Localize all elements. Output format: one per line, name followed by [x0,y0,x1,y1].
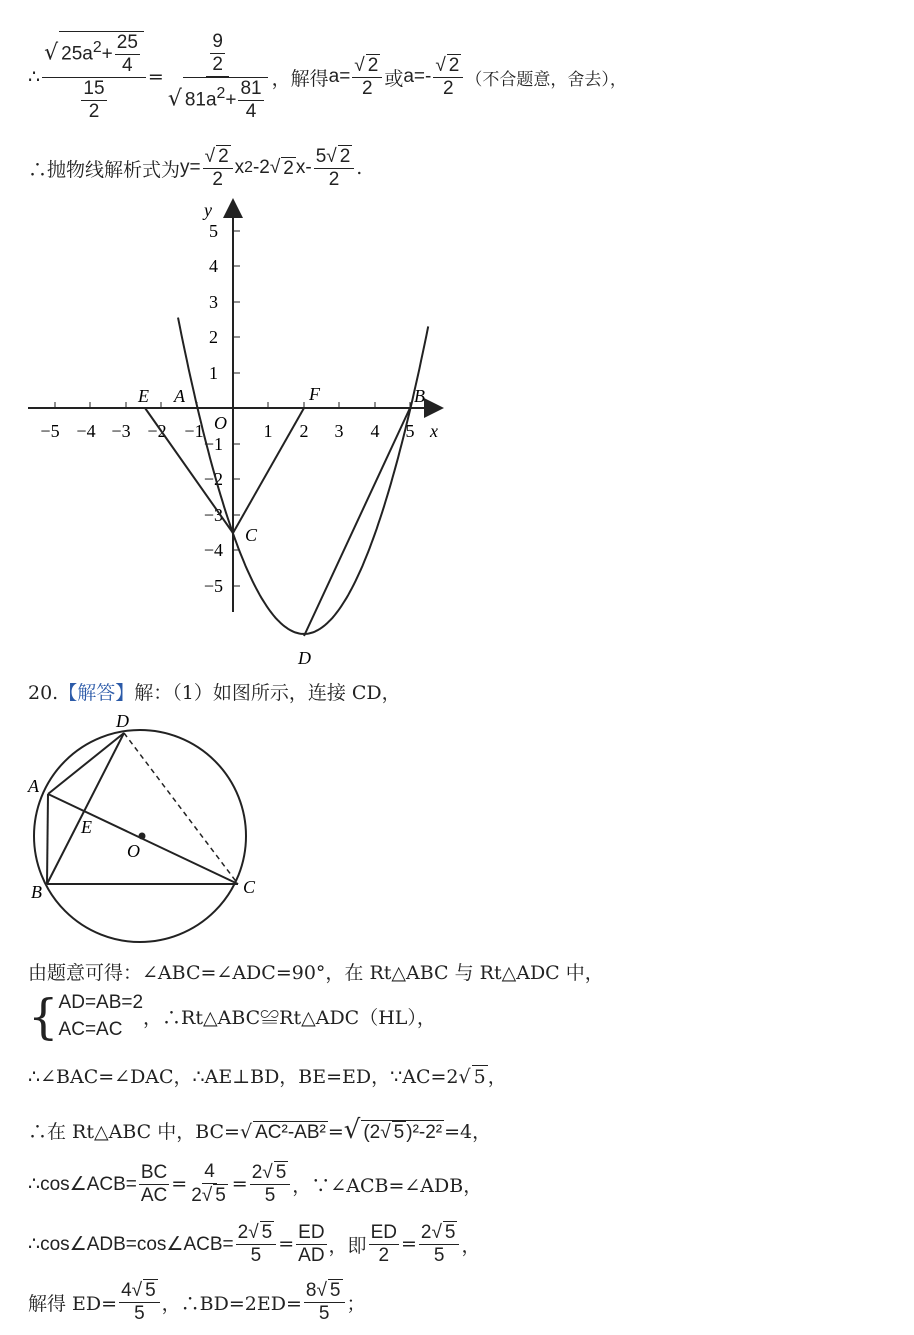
y-tick-label: −3 [203,505,223,525]
parabola-graph [0,195,914,675]
rhs-fraction: $\frac{9}{2}$ √ $81a^2+$ $\frac{81}{4}$ [166,31,270,122]
point-E-label: E [138,386,149,406]
proof-line-3: ∴∠BAC=∠DAC，∴AE⊥BD，BE=ED，∵AC=2√ 5 ， [28,1066,507,1088]
x-tick-label: −1 [184,421,204,441]
y-tick-label: −5 [203,576,223,596]
x-tick-label: −5 [40,421,60,441]
point-C-label: C [245,525,258,545]
point-O-label: O [127,841,140,861]
y-tick-label: 2 [209,327,218,347]
solution-2: $\frac{√ 2}{2}$ [433,54,463,100]
y-tick-label: 3 [209,292,218,312]
answer-tag: 【解答】 [58,682,135,704]
congruence-system: AD=AB=2 AC=AC [58,992,144,1040]
y-tick-label: 1 [209,363,218,383]
y-axis-label: y [204,200,212,220]
x-tick-label: −2 [147,421,167,441]
segment-AB [47,794,48,884]
therefore-symbol: ∴ [28,66,41,88]
x-tick-label: 1 [263,421,273,441]
y-tick-label: 4 [209,256,218,276]
parabola-equation-line: ∴抛物线解析式为 y= $\frac{√ 2}{2}$ x 2 -2 √ 2 x- $\frac{5√ 2}{2}$ . [28,146,363,190]
x-tick-label: 3 [334,421,344,441]
point-D-label: D [298,648,311,668]
point-B-label: B [414,386,425,406]
proof-line-6: ∴cos∠ADB=cos∠ACB= $\frac{2√ 5}{5}$ = $\frac{ED}{AD}$ ，即 $\frac{ED}{2}$ = $\frac{2√ 5}{5}$ ， [28,1221,481,1266]
proof-line-5: ∴cos∠ACB= $\frac{BC}{AC}$ = $\frac{4}{2√ 5}$ = $\frac{2√ 5}{5}$ ，∵∠ACB=∠ADB， [28,1161,483,1206]
x-tick-label: 4 [370,421,380,441]
segment-AD [48,733,124,794]
proof-line-1: 由题意可得：∠ABC=∠ADC=90°，在 Rt△ABC 与 Rt△ADC 中， [28,962,604,984]
segment-BD [47,733,124,884]
x-tick-label: 5 [405,421,415,441]
y-tick-label: −4 [203,540,223,560]
point-A-label: A [28,776,39,796]
lhs-fraction: √ $25a^2+$ $\frac{25}{4}$ $\frac{15}{2}$ [42,31,146,122]
y-tick-label: −2 [203,469,223,489]
x-axis-label: x [430,421,438,441]
solution-1: $\frac{√ 2}{2}$ [352,54,382,100]
proof-line-7: 解得 ED= $\frac{4√ 5}{5}$ ，∴BD=2ED= $\frac{8√ 5}{5}$ ； [28,1280,366,1324]
equation-line-1: ∴ √ $25a^2+$ $\frac{25}{4}$ $\frac{15}{2}$ = $\frac{9}{2}$ √ $81a^2+$ $\frac{81}{4}$ ，解得 a= $\frac{√ 2}{2}$ 或 a=- $\frac{√ 2}{2}$ （不合题意，舍去）， [28,31,627,122]
point-A-label: A [174,386,185,406]
origin-label: O [214,413,227,433]
point-B-label: B [31,882,42,902]
point-E-label: E [81,817,92,837]
point-D-label: D [116,711,129,731]
x-tick-label: 2 [299,421,309,441]
question-20-header: 20.【解答】解：（1）如图所示，连接 CD， [28,682,401,704]
x-tick-label: −4 [76,421,96,441]
point-F-label: F [309,384,320,404]
y-tick-label: −1 [203,434,223,454]
y-tick-label: 5 [209,221,218,241]
point-C-label: C [243,877,256,897]
center-point-O [139,833,146,840]
proof-line-2: { AD=AB=2 AC=AC ，∴Rt△ABC≌Rt△ADC（HL）， [28,988,436,1045]
proof-line-4: ∴在 Rt△ABC 中，BC=√ AC²-AB² =√ (2√ 5 )²-2² =4， [28,1115,492,1145]
segment-BD [304,408,410,636]
x-tick-label: −3 [111,421,131,441]
segment-CD-dashed [124,733,238,884]
circle-diagram [0,705,914,950]
